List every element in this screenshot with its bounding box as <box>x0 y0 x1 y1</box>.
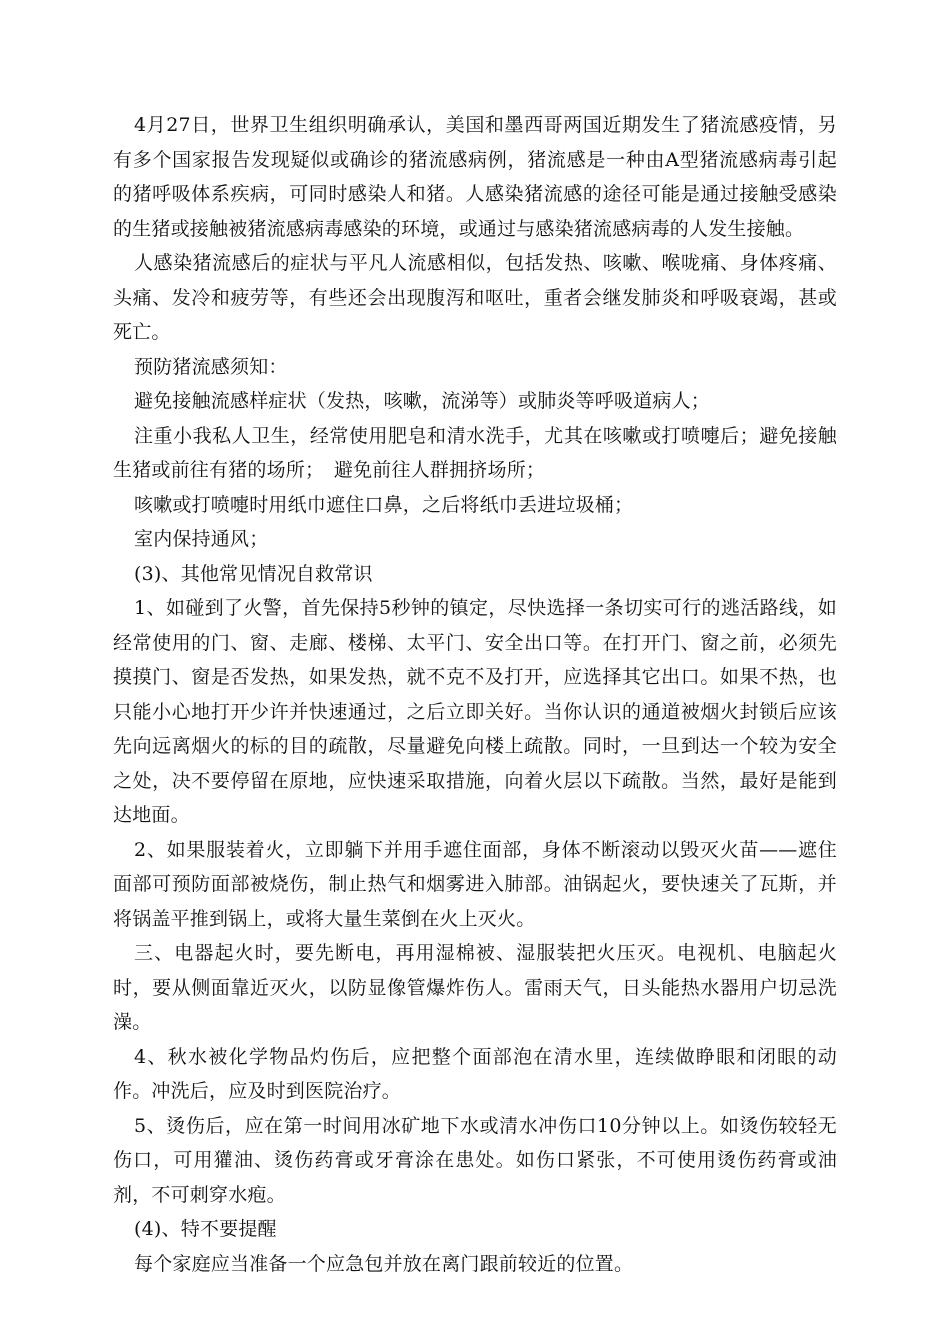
paragraph-cover-mouth: 咳嗽或打喷嚏时用纸巾遮住口鼻，之后将纸巾丢进垃圾桶； <box>134 493 634 516</box>
paragraph-electrical-fire: 三、电器起火时，要先断电，再用湿棉被、湿服装把火压灭。电视机、电脑起火时，要从侧面靠近灭火，以防显像管爆炸伤人。雷雨天气，日头能热水器用户切忌洗澡。 <box>113 942 837 1033</box>
document-body <box>113 108 837 1281</box>
paragraph-fire-escape: 1、如碰到了火警，首先保持5秒钟的镇定，尽快选择一条切实可行的逃活路线，如经常使用的门、窗、走廊、楼梯、太平门、安全出口等。在打开门、窗之前，必须先摸摸门、窗是否发热，如果发热，就不克不及打开，应选择其它出口。如果不热，也只能小心地打开少许并快速通过，之后立即关好。当你认识的通道被烟火封锁后应该先向远离烟火的标的目的疏散，尽量避免向楼上疏散。同时，一旦到达一个较为安全之处，决不要停留在原地，应快速采取措施，向着火层以下疏散。当然，最好是能到达地面。 <box>113 597 837 826</box>
paragraph-avoid-contact: 避免接触流感样症状（发热，咳嗽，流涕等）或肺炎等呼吸道病人； <box>134 390 711 412</box>
section-heading-self-rescue: (3)、其他常见情况自救常识 <box>134 562 373 585</box>
paragraph-chemical-burn: 4、秋水被化学物品灼伤后，应把整个面部泡在清水里，连续做睁眼和闭眼的动作。冲洗后，应及时到医院治疗。 <box>113 1045 837 1102</box>
paragraph-scald: 5、烫伤后，应在第一时间用冰矿地下水或清水冲伤口10分钟以上。如烫伤较轻无伤口，可用獾油、烫伤药膏或牙膏涂在患处。如伤口紧张，不可使用烫伤药膏或油剂，不可刺穿水疱。 <box>113 1114 837 1206</box>
paragraph-hygiene: 注重小我私人卫生，经常使用肥皂和清水洗手，尤其在咳嗽或打喷嚏后；避免接触生猪或前往有猪的场所； 避免前往人群拥挤场所； <box>113 424 837 481</box>
paragraph-swine-flu-intro: 4月27日，世界卫生组织明确承认，美国和墨西哥两国近期发生了猪流感疫情，另有多个国家报告发现疑似或确诊的猪流感病例，猪流感是一种由A型猪流感病毒引起的猪呼吸体系疾病，可同时感染人和猪。人感染猪流感的途径可能是通过接触受感染的生猪或接触被猪流感病毒感染的环境，或通过与感染猪流感病毒的人发生接触。 <box>113 114 837 240</box>
section-heading-reminder: (4)、特不要提醒 <box>134 1218 277 1240</box>
paragraph-clothes-fire: 2、如果服装着火，立即躺下并用手遮住面部，身体不断滚动以毁灭火苗——遮住面部可预防面部被烧伤，制止热气和烟雾进入肺部。油锅起火，要快速关了瓦斯，并将锅盖平推到锅上，或将大量生菜倒在火上灭火。 <box>113 838 837 930</box>
paragraph-emergency-kit: 每个家庭应当准备一个应急包并放在离门跟前较近的位置。 <box>134 1252 634 1275</box>
paragraph-ventilation: 室内保持通风； <box>134 528 269 550</box>
paragraph-prevention-heading: 预防猪流感须知： <box>134 355 288 378</box>
paragraph-symptoms: 人感染猪流感后的症状与平凡人流感相似，包括发热、咳嗽、喉咙痛、身体疼痛、头痛、发冷和疲劳等，有些还会出现腹泻和呕吐，重者会继发肺炎和呼吸衰竭，甚或死亡。 <box>113 252 837 343</box>
